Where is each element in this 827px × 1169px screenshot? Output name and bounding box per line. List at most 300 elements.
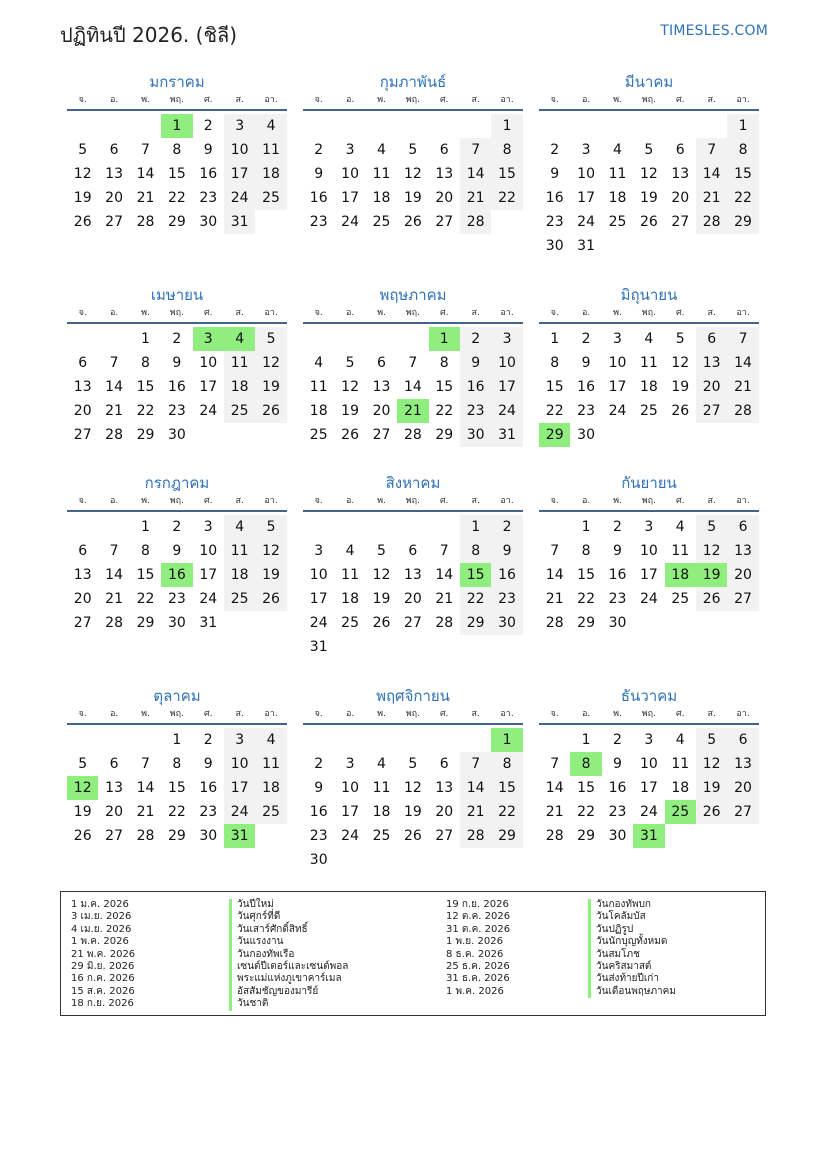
weekday-label: อา. (500, 308, 514, 318)
day-cell: 2 (460, 327, 491, 351)
day-cell: 20 (403, 591, 422, 607)
weekday-label: พฤ. (641, 709, 656, 719)
day-cell: 4 (644, 331, 654, 347)
day-cell: 24 (491, 399, 522, 423)
month-name: พฤศจิกายน (376, 687, 450, 705)
day-cell: 22 (491, 186, 522, 210)
weekday-header (539, 706, 759, 725)
day-cell: 19 (73, 190, 92, 206)
day-grid (303, 324, 523, 447)
day-cell: 20 (73, 591, 92, 607)
day-cell: 3 (203, 519, 213, 535)
day-cell: 2 (613, 732, 622, 748)
day-cell: 1 (550, 331, 560, 347)
holiday-name: วันศุกร์ที่ดี (229, 911, 348, 923)
weekday-label: ศ. (675, 95, 685, 105)
weekday-label: จ. (314, 496, 323, 506)
day-cell: 23 (309, 828, 328, 844)
day-cell: 2 (581, 331, 591, 347)
weekday-label: จ. (314, 95, 323, 105)
day-cell: 28 (435, 615, 454, 631)
day-cell: 28 (460, 210, 491, 234)
brand-link[interactable]: TIMESLES.COM (660, 23, 768, 39)
weekday-label: อา. (264, 496, 278, 506)
day-cell: 28 (727, 399, 758, 423)
day-cell: 17 (224, 776, 255, 800)
weekday-label: ศ. (675, 709, 685, 719)
day-cell: 5 (696, 515, 727, 539)
day-cell: 21 (435, 591, 454, 607)
weekday-label: อา. (264, 308, 278, 318)
day-cell: 21 (105, 591, 123, 607)
day-cell: 16 (309, 804, 328, 820)
empty-cell (67, 515, 98, 539)
day-grid (539, 725, 759, 848)
day-cell: 23 (577, 403, 595, 419)
empty-cell (98, 114, 129, 138)
day-cell: 22 (577, 804, 595, 820)
day-cell: 19 (73, 804, 92, 820)
day-cell: 23 (608, 591, 627, 607)
day-cell: 18 (665, 563, 696, 587)
day-cell: 18 (341, 591, 359, 607)
day-cell: 30 (608, 615, 627, 631)
day-cell: 1 (141, 331, 150, 347)
day-cell: 1 (491, 114, 522, 138)
weekday-header (303, 493, 523, 512)
day-cell: 8 (491, 138, 522, 162)
day-cell: 17 (309, 591, 328, 607)
weekday-label: พ. (613, 308, 622, 318)
month-block (67, 285, 287, 447)
weekday-label: จ. (78, 496, 87, 506)
weekday-header (539, 305, 759, 324)
empty-cell (303, 327, 334, 351)
day-cell: 4 (377, 142, 386, 158)
day-cell: 23 (309, 214, 328, 230)
day-cell: 17 (224, 162, 255, 186)
empty-cell (366, 327, 397, 351)
month-block (539, 686, 759, 848)
weekday-label: จ. (314, 709, 323, 719)
holiday-date: 31 ต.ค. 2026 (446, 923, 511, 935)
day-cell: 8 (141, 543, 150, 559)
day-grid (303, 111, 523, 234)
empty-cell (460, 728, 491, 752)
day-cell: 18 (224, 375, 255, 399)
day-cell: 21 (397, 399, 428, 423)
day-cell: 3 (581, 142, 591, 158)
day-cell: 25 (255, 800, 286, 824)
weekday-label: จ. (314, 308, 323, 318)
month-block (539, 285, 759, 447)
day-cell: 7 (109, 355, 119, 371)
day-cell: 12 (403, 166, 422, 182)
holiday-name: วันสมโภช (588, 949, 676, 961)
day-cell: 28 (105, 427, 123, 443)
day-cell: 8 (172, 756, 182, 772)
day-cell: 26 (696, 587, 727, 611)
day-cell: 14 (136, 780, 155, 796)
day-cell: 8 (460, 539, 491, 563)
empty-cell (98, 728, 129, 752)
weekday-label: ศ. (675, 496, 685, 506)
day-cell: 7 (460, 138, 491, 162)
day-cell: 29 (435, 427, 454, 443)
weekday-header (67, 305, 287, 324)
day-cell: 13 (727, 752, 758, 776)
day-cell: 16 (608, 567, 627, 583)
day-cell: 12 (639, 166, 658, 182)
day-cell: 22 (577, 591, 595, 607)
weekday-label: ส. (707, 496, 716, 506)
weekday-label: จ. (550, 308, 559, 318)
day-cell: 8 (141, 355, 150, 371)
weekday-label: อ. (581, 308, 591, 318)
day-cell: 10 (341, 166, 359, 182)
weekday-label: พฤ. (169, 709, 184, 719)
day-cell: 6 (675, 142, 685, 158)
day-cell: 22 (460, 587, 491, 611)
weekday-label: ศ. (203, 308, 213, 318)
day-cell: 9 (491, 539, 522, 563)
holiday-date: 1 พ.ย. 2026 (446, 936, 503, 948)
weekday-label: ศ. (203, 709, 213, 719)
day-cell: 18 (255, 162, 286, 186)
day-cell: 16 (199, 780, 218, 796)
day-cell: 30 (460, 423, 491, 447)
day-cell: 17 (341, 804, 359, 820)
day-cell: 11 (255, 138, 286, 162)
day-cell: 5 (345, 355, 355, 371)
day-cell: 15 (545, 379, 564, 395)
day-cell: 25 (665, 800, 696, 824)
weekday-label: อา. (264, 95, 278, 105)
month-name: เมษายน (150, 286, 204, 304)
weekday-label: พ. (613, 709, 622, 719)
day-cell: 11 (224, 351, 255, 375)
empty-cell (303, 515, 334, 539)
empty-cell (303, 114, 334, 138)
day-cell: 10 (639, 756, 658, 772)
holiday-date: 1 พ.ค. 2026 (446, 985, 504, 997)
weekday-header (303, 706, 523, 725)
day-cell: 21 (545, 804, 564, 820)
holiday-date: 1 พ.ค. 2026 (71, 936, 129, 948)
day-cell: 29 (460, 611, 491, 635)
day-cell: 4 (377, 756, 386, 772)
weekday-label: พฤ. (641, 496, 656, 506)
weekday-label: ศ. (439, 95, 449, 105)
day-cell: 28 (696, 210, 727, 234)
day-cell: 14 (545, 567, 564, 583)
day-cell: 8 (570, 752, 601, 776)
weekday-label: อ. (345, 308, 355, 318)
day-grid (303, 512, 523, 659)
day-cell: 13 (696, 351, 727, 375)
day-cell: 6 (727, 515, 758, 539)
month-block (67, 72, 287, 234)
day-cell: 26 (255, 587, 286, 611)
day-cell: 27 (105, 214, 123, 230)
empty-cell (67, 114, 98, 138)
weekday-label: พฤ. (405, 496, 420, 506)
day-cell: 18 (671, 780, 690, 796)
day-cell: 8 (550, 355, 560, 371)
empty-cell (539, 728, 570, 752)
day-grid (539, 111, 759, 258)
day-cell: 9 (581, 355, 591, 371)
empty-cell (696, 114, 727, 138)
day-cell: 5 (377, 543, 386, 559)
day-cell: 16 (577, 379, 595, 395)
day-cell: 16 (167, 379, 186, 395)
weekday-label: อ. (345, 95, 355, 105)
month-block (303, 473, 523, 659)
holiday-list (60, 891, 766, 1016)
month-block (303, 285, 523, 447)
weekday-header (67, 92, 287, 111)
day-cell: 26 (73, 214, 92, 230)
day-cell: 20 (372, 403, 391, 419)
day-cell: 18 (372, 190, 391, 206)
day-cell: 24 (199, 403, 218, 419)
holiday-date: 15 ส.ค. 2026 (71, 985, 135, 997)
day-cell: 31 (224, 824, 255, 848)
day-cell: 20 (105, 804, 123, 820)
day-cell: 15 (491, 776, 522, 800)
day-cell: 13 (403, 567, 422, 583)
day-cell: 23 (199, 190, 218, 206)
day-cell: 3 (345, 142, 355, 158)
day-cell: 12 (67, 776, 98, 800)
day-cell: 30 (608, 828, 627, 844)
day-cell: 7 (460, 752, 491, 776)
day-cell: 6 (78, 543, 88, 559)
page-title: ปฏิทินปี 2026. (ชิลี) (60, 23, 238, 47)
weekday-header (539, 493, 759, 512)
holiday-date: 21 พ.ค. 2026 (71, 948, 136, 960)
day-cell: 21 (460, 186, 491, 210)
day-cell: 12 (73, 166, 92, 182)
day-cell: 3 (193, 327, 224, 351)
holiday-date: 16 ก.ค. 2026 (71, 973, 135, 985)
day-cell: 13 (727, 539, 758, 563)
day-cell: 29 (577, 828, 595, 844)
day-cell: 26 (403, 828, 422, 844)
weekday-label: อา. (500, 95, 514, 105)
day-cell: 22 (491, 800, 522, 824)
day-cell: 23 (545, 214, 564, 230)
day-cell: 30 (309, 852, 328, 868)
day-cell: 30 (199, 214, 218, 230)
day-cell: 26 (255, 399, 286, 423)
empty-cell (98, 515, 129, 539)
day-cell: 28 (460, 824, 491, 848)
empty-cell (98, 327, 129, 351)
weekday-label: อ. (345, 496, 355, 506)
empty-cell (67, 728, 98, 752)
day-cell: 11 (639, 355, 658, 371)
day-cell: 19 (372, 591, 391, 607)
day-cell: 20 (435, 804, 454, 820)
weekday-header (303, 305, 523, 324)
day-cell: 10 (224, 138, 255, 162)
day-cell: 16 (491, 563, 522, 587)
day-cell: 17 (199, 379, 218, 395)
day-cell: 13 (372, 379, 391, 395)
day-cell: 1 (581, 732, 591, 748)
day-cell: 13 (73, 379, 92, 395)
month-name: กรกฎาคม (144, 474, 210, 492)
day-cell: 20 (671, 190, 690, 206)
day-cell: 16 (309, 190, 328, 206)
empty-cell (429, 114, 460, 138)
day-cell: 19 (639, 190, 658, 206)
day-cell: 5 (644, 142, 654, 158)
weekday-label: จ. (550, 709, 559, 719)
day-cell: 29 (136, 615, 155, 631)
holiday-name: วันชาติ (229, 998, 348, 1010)
day-cell: 6 (109, 756, 119, 772)
empty-cell (366, 728, 397, 752)
day-cell: 24 (341, 828, 359, 844)
day-cell: 9 (314, 166, 324, 182)
holiday-name: พระแม่แห่งภูเขาคาร์เมล (229, 973, 348, 985)
day-cell: 26 (671, 403, 690, 419)
weekday-label: พฤ. (169, 95, 184, 105)
day-cell: 12 (696, 752, 727, 776)
day-cell: 22 (545, 403, 564, 419)
empty-cell (334, 728, 365, 752)
weekday-label: อา. (736, 709, 750, 719)
weekday-label: อา. (736, 496, 750, 506)
day-cell: 14 (105, 567, 123, 583)
empty-cell (130, 114, 161, 138)
empty-cell (539, 515, 570, 539)
day-cell: 12 (696, 539, 727, 563)
holiday-dates-right (446, 899, 510, 998)
empty-cell (665, 114, 696, 138)
day-cell: 12 (341, 379, 359, 395)
empty-cell (303, 728, 334, 752)
weekday-label: ส. (235, 709, 244, 719)
day-cell: 1 (141, 519, 150, 535)
day-cell: 4 (314, 355, 324, 371)
day-cell: 26 (372, 615, 391, 631)
empty-cell (67, 327, 98, 351)
day-cell: 13 (671, 166, 690, 182)
day-cell: 5 (78, 142, 88, 158)
day-cell: 10 (608, 355, 627, 371)
day-cell: 2 (550, 142, 560, 158)
day-cell: 18 (309, 403, 328, 419)
day-cell: 25 (372, 214, 391, 230)
day-cell: 11 (341, 567, 359, 583)
day-cell: 26 (696, 800, 727, 824)
weekday-header (539, 92, 759, 111)
day-cell: 20 (73, 403, 92, 419)
day-cell: 14 (136, 166, 155, 182)
holiday-name: อัสสัมชัญของมารีย์ (229, 986, 348, 998)
day-cell: 9 (550, 166, 560, 182)
day-cell: 29 (167, 828, 186, 844)
weekday-label: อ. (109, 709, 119, 719)
day-cell: 11 (309, 379, 328, 395)
day-cell: 4 (675, 519, 685, 535)
day-cell: 15 (577, 780, 595, 796)
day-cell: 9 (203, 756, 213, 772)
day-cell: 18 (372, 804, 391, 820)
day-cell: 17 (199, 567, 218, 583)
day-cell: 29 (491, 824, 522, 848)
day-cell: 21 (136, 804, 155, 820)
day-cell: 2 (203, 118, 213, 134)
day-cell: 20 (727, 776, 758, 800)
weekday-label: อ. (345, 709, 355, 719)
holiday-name: วันแรงงาน (229, 936, 348, 948)
weekday-label: อา. (500, 496, 514, 506)
day-cell: 30 (167, 427, 186, 443)
month-name: กันยายน (621, 474, 677, 492)
day-cell: 12 (255, 539, 286, 563)
day-cell: 10 (639, 543, 658, 559)
empty-cell (460, 114, 491, 138)
month-block (67, 686, 287, 848)
day-cell: 31 (309, 639, 328, 655)
day-cell: 27 (696, 399, 727, 423)
day-cell: 8 (727, 138, 758, 162)
day-cell: 2 (314, 756, 324, 772)
day-cell: 31 (577, 238, 595, 254)
day-cell: 1 (581, 519, 591, 535)
day-cell: 20 (105, 190, 123, 206)
weekday-label: อา. (500, 709, 514, 719)
day-cell: 3 (345, 756, 355, 772)
day-cell: 29 (167, 214, 186, 230)
day-cell: 14 (435, 567, 454, 583)
holiday-name: วันกองทัพบก (588, 899, 676, 911)
day-grid (539, 512, 759, 635)
day-cell: 5 (78, 756, 88, 772)
day-cell: 29 (577, 615, 595, 631)
day-cell: 28 (136, 214, 155, 230)
day-cell: 5 (255, 515, 286, 539)
weekday-label: พ. (141, 308, 150, 318)
weekday-header (67, 706, 287, 725)
weekday-label: พฤ. (405, 308, 420, 318)
day-cell: 4 (224, 515, 255, 539)
day-cell: 14 (403, 379, 422, 395)
day-cell: 30 (167, 615, 186, 631)
day-cell: 5 (696, 728, 727, 752)
weekday-label: ศ. (675, 308, 685, 318)
month-block (539, 473, 759, 635)
day-cell: 5 (408, 756, 418, 772)
weekday-label: ส. (235, 308, 244, 318)
month-name: กุมภาพันธ์ (379, 73, 447, 91)
holiday-name: วันคริสมาสต์ (588, 961, 676, 973)
day-cell: 7 (408, 355, 418, 371)
month-block (67, 473, 287, 635)
day-cell: 5 (675, 331, 685, 347)
holiday-date: 8 ธ.ค. 2026 (446, 948, 504, 960)
day-cell: 1 (161, 114, 192, 138)
day-cell: 24 (224, 800, 255, 824)
day-cell: 10 (224, 752, 255, 776)
day-cell: 13 (435, 780, 454, 796)
empty-cell (539, 114, 570, 138)
